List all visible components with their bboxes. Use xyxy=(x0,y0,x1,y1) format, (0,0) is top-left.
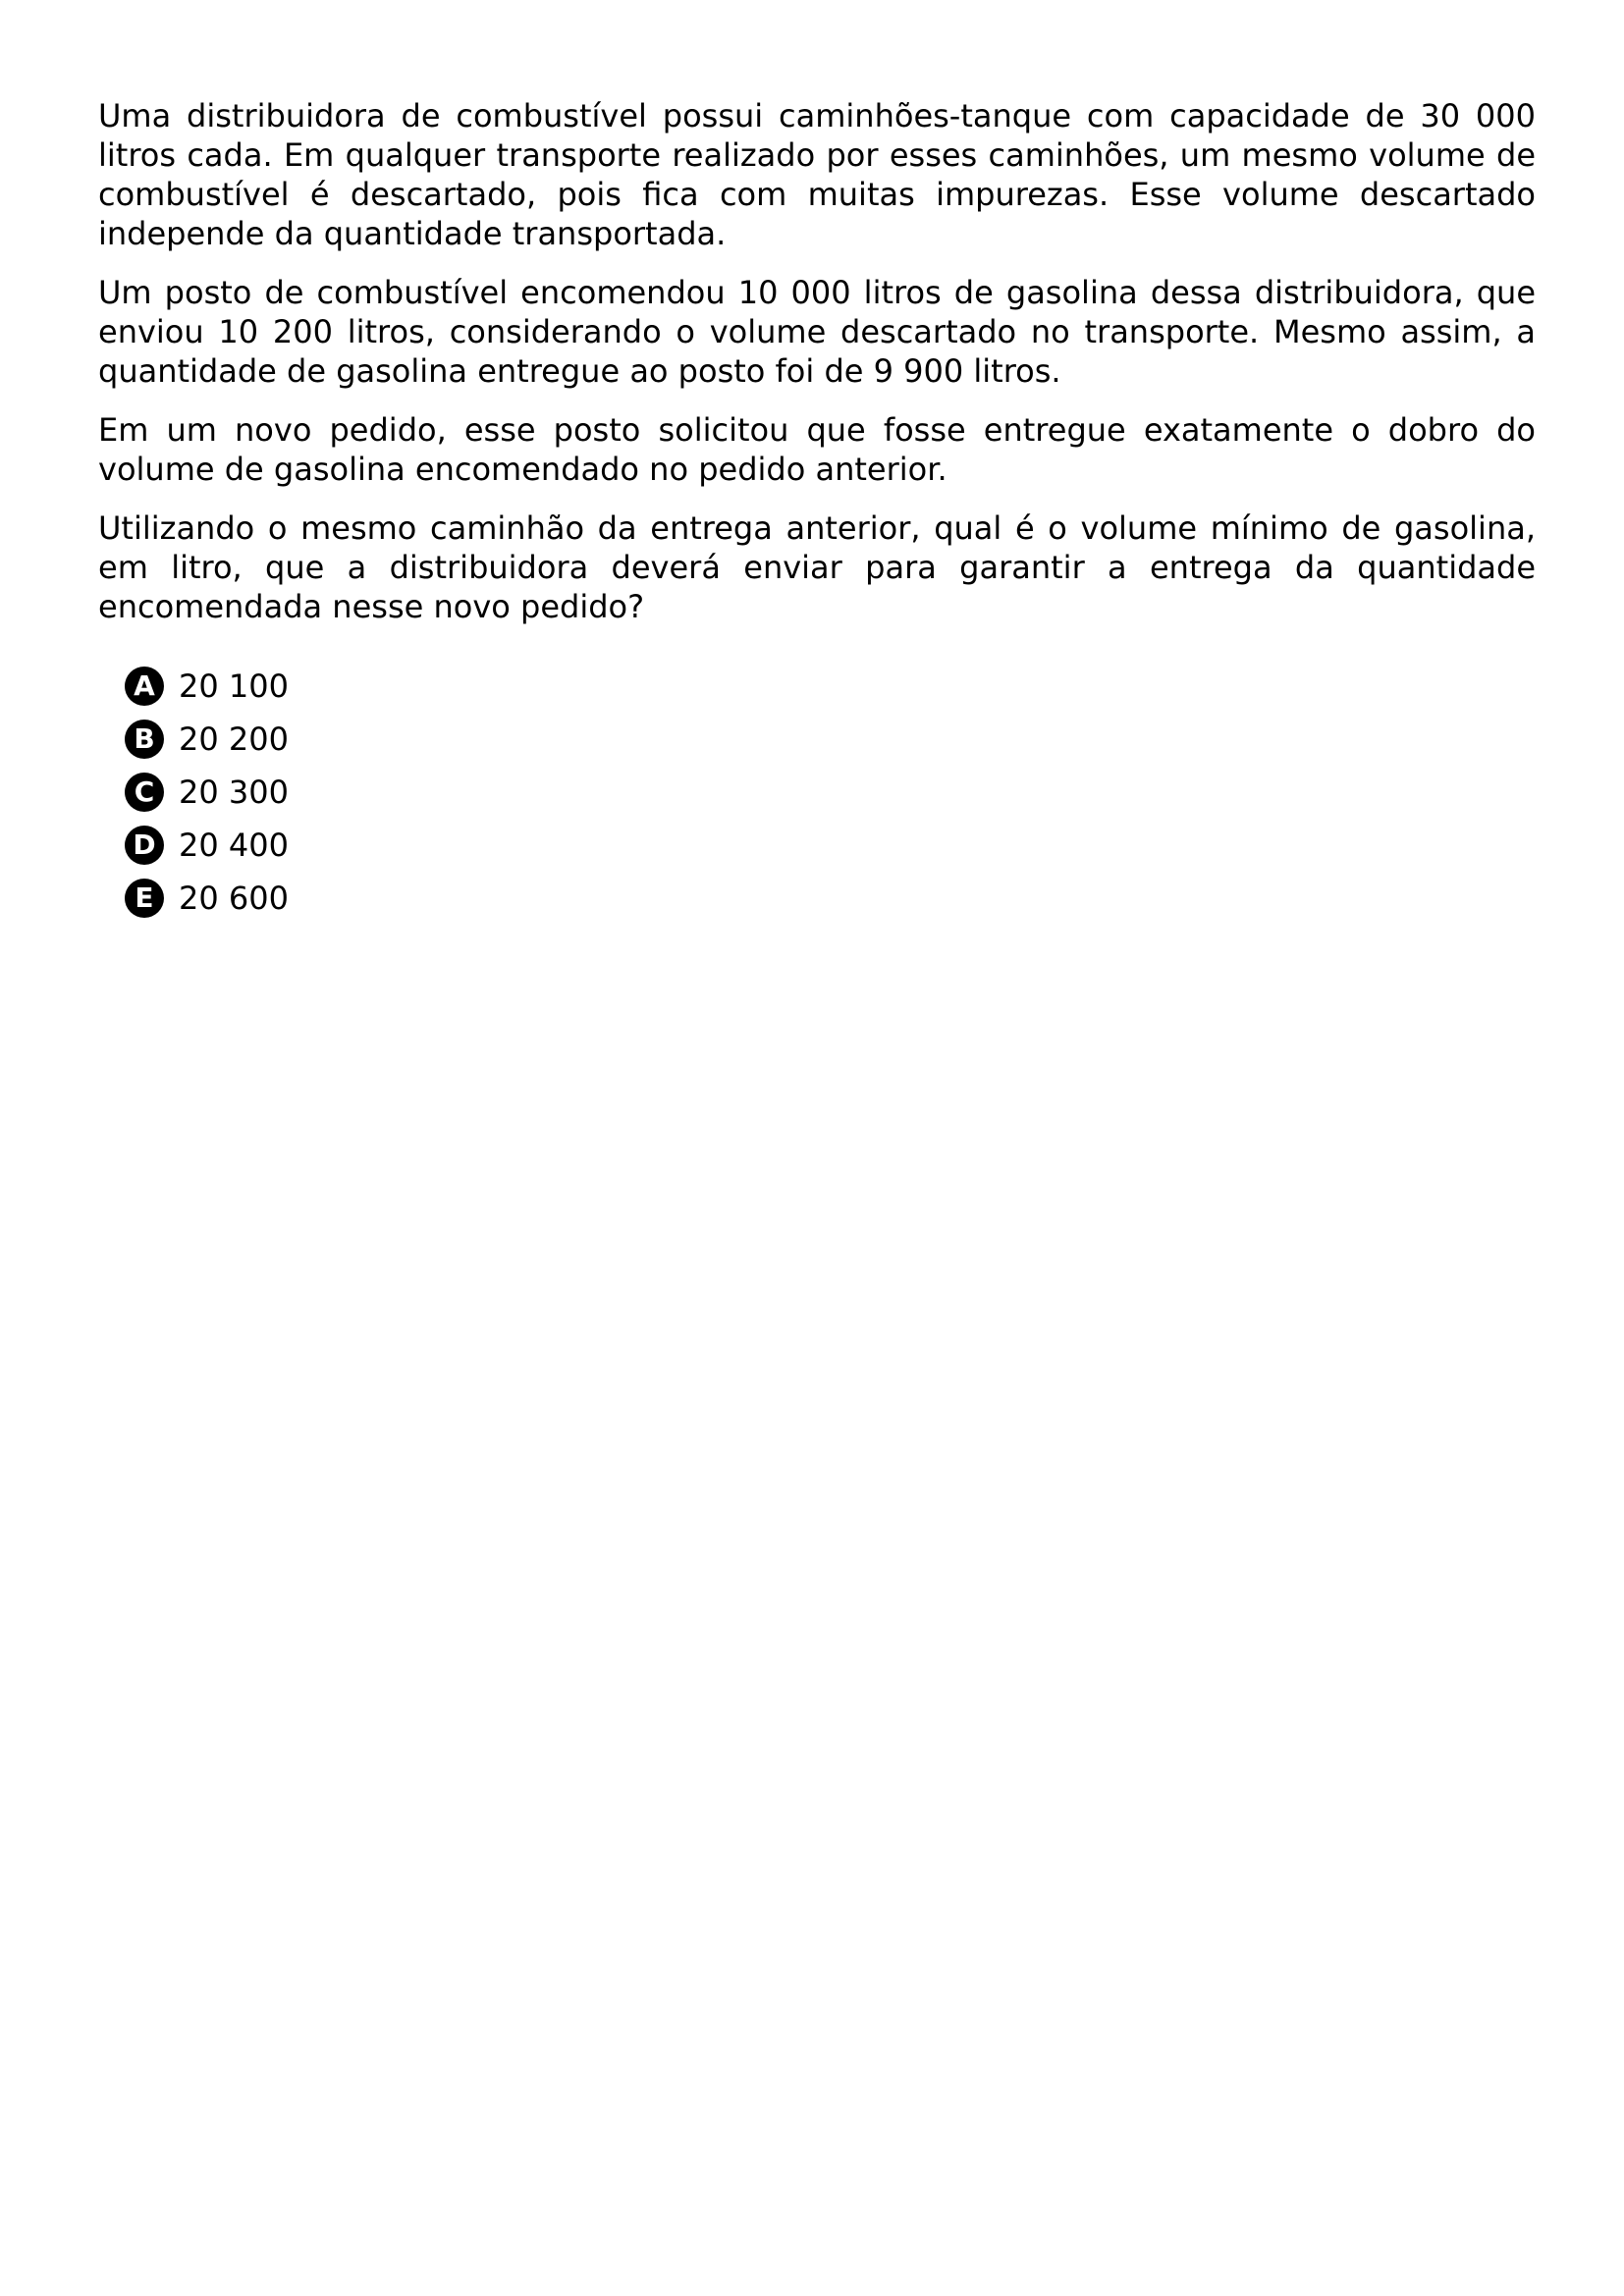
option-e-text: 20 600 xyxy=(179,880,289,917)
option-d-text: 20 400 xyxy=(179,827,289,864)
question-paragraph-3: Em um novo pedido, esse posto solicitou que fosse entregue exatamente o dobro do volume de gasolina encomendado no pedido anterior. xyxy=(98,411,1536,488)
option-d-letter-badge: D xyxy=(125,826,164,865)
option-a[interactable] xyxy=(125,660,1536,713)
question-paragraph-2: Um posto de combustível encomendou 10 000 litros de gasolina dessa distribuidora, que enviou 10 200 litros, considerando o volume descartado no transporte. Mesmo assim, a quantidade de gasolina entregue ao posto foi de 9 900 litros. xyxy=(98,274,1536,390)
option-b-letter-badge: B xyxy=(125,720,164,759)
question-paragraph-1: Uma distribuidora de combustível possui caminhões-tanque com capacidade de 30 000 litros cada. Em qualquer transporte realizado por esses caminhões, um mesmo volume de combustível é descartado, pois fica com muitas impurezas. Esse volume descartado independe da quantidade transportada. xyxy=(98,97,1536,252)
option-b-text: 20 200 xyxy=(179,721,289,758)
answer-options xyxy=(98,660,1536,925)
option-c-letter-badge: C xyxy=(125,773,164,812)
option-c[interactable] xyxy=(125,766,1536,819)
option-c-text: 20 300 xyxy=(179,774,289,811)
option-e[interactable] xyxy=(125,872,1536,925)
question-paragraph-4: Utilizando o mesmo caminhão da entrega anterior, qual é o volume mínimo de gasolina, em litro, que a distribuidora deverá enviar para garantir a entrega da quantidade encomendada nesse novo pedido? xyxy=(98,509,1536,625)
option-e-letter-badge: E xyxy=(125,879,164,918)
option-a-letter-badge: A xyxy=(125,667,164,706)
option-a-text: 20 100 xyxy=(179,667,289,705)
option-b[interactable] xyxy=(125,713,1536,766)
question-page xyxy=(98,96,1536,925)
option-d[interactable] xyxy=(125,819,1536,872)
